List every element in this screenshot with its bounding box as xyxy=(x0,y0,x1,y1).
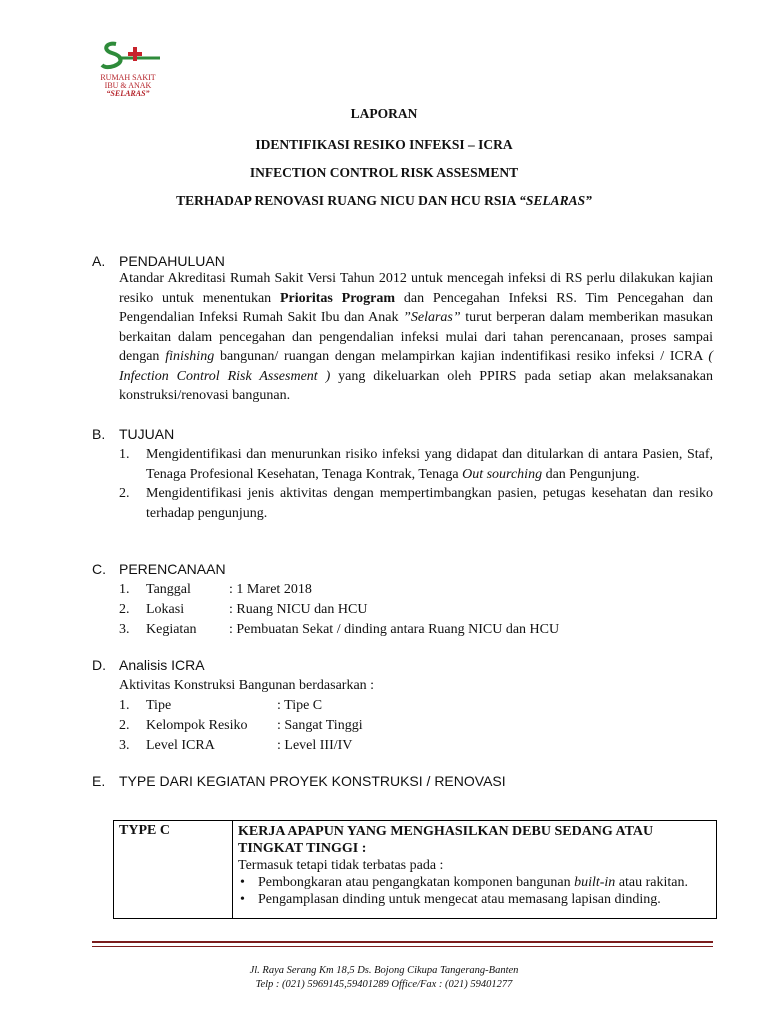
section-e-title: TYPE DARI KEGIATAN PROYEK KONSTRUKSI / RENOVASI xyxy=(119,773,506,789)
tujuan-1-text: Mengidentifikasi dan menurunkan risiko infeksi yang didapat dan ditularkan di antara Pasien, Staf, Tenaga Profesional Kesehatan, Tenaga Kontrak, Tenaga xyxy=(146,447,713,482)
plan-key: Lokasi xyxy=(146,602,185,617)
para-a-text-4: bangunan/ ruangan dengan melampirkan kajian indentifikasi resiko infeksi / ICRA xyxy=(214,349,709,364)
section-d-list xyxy=(119,676,713,756)
para-a-text-3: turut berperan dalam memberikan masukan berkaitan dalam pencegahan dan pengendalian infeksi mulai dari tahan perencanaan, proses sampai dengan xyxy=(119,310,713,364)
footer-rule-thick xyxy=(92,941,713,943)
analisis-row xyxy=(119,736,713,756)
title-line-1: LAPORAN xyxy=(350,106,418,121)
list-number: 1. xyxy=(119,582,130,597)
section-b-title: TUJUAN xyxy=(119,426,175,442)
para-a-bold: Prioritas Program xyxy=(279,290,396,306)
bullet-1-text: Pembongkaran atau pengangkatan komponen bangunan xyxy=(258,875,575,890)
section-a-letter: A. xyxy=(92,253,106,269)
type-cell: TYPE C xyxy=(114,821,233,919)
plan-value: : Pembuatan Sekat / dinding antara Ruang NICU dan HCU xyxy=(229,622,560,637)
list-number: 2. xyxy=(119,486,130,501)
footer-address xyxy=(0,964,768,992)
para-a-text-1: Atandar Akreditasi Rumah Sakit Versi Tahun 2012 untuk mencegah infeksi di RS perlu dilakukan kajian resiko untuk menentukan xyxy=(119,271,713,306)
section-c-letter: C. xyxy=(92,561,106,577)
analisis-value: : Sangat Tinggi xyxy=(277,718,363,733)
bullet-icon: • xyxy=(240,892,245,907)
bullet-1-end: atau rakitan. xyxy=(615,875,688,890)
tujuan-1-em: Out sourching xyxy=(462,466,543,482)
analisis-value: : Tipe C xyxy=(277,698,323,713)
section-e-letter: E. xyxy=(92,773,106,789)
analisis-row xyxy=(119,696,713,716)
icra-type-table xyxy=(113,820,717,919)
section-c-list xyxy=(119,580,713,640)
section-a-title: PENDAHULUAN xyxy=(119,253,225,269)
bullet-item xyxy=(238,891,711,908)
list-item xyxy=(119,445,713,484)
plan-key: Tanggal xyxy=(146,582,191,597)
bullet-item xyxy=(238,874,711,891)
plan-row xyxy=(119,600,713,620)
logo-text xyxy=(88,74,168,98)
table-row xyxy=(114,821,717,919)
footer-line-2: Telp : (021) 5969145,59401289 Office/Fax : (021) 59401277 xyxy=(255,979,513,990)
hospital-logo xyxy=(88,40,178,112)
analisis-key: Kelompok Resiko xyxy=(146,718,248,733)
bullet-1-em: built-in xyxy=(574,875,616,890)
list-number: 1. xyxy=(119,698,130,713)
title-line-4 xyxy=(0,193,768,209)
title-line-4-em: “SELARAS” xyxy=(519,193,592,208)
description-cell xyxy=(233,821,717,919)
title-line-2: IDENTIFIKASI RESIKO INFEKSI – ICRA xyxy=(255,137,513,152)
logo-line-1: RUMAH SAKIT xyxy=(100,73,156,82)
list-number: 2. xyxy=(119,718,130,733)
analisis-row xyxy=(119,716,713,736)
para-a-em-1: ”Selaras” xyxy=(403,310,461,325)
bullet-icon: • xyxy=(240,875,245,890)
footer-rule-thin xyxy=(92,946,713,947)
logo-line-3: “SELARAS” xyxy=(106,89,150,98)
analisis-value: : Level III/IV xyxy=(277,738,353,753)
list-number: 2. xyxy=(119,602,130,617)
para-a-em-2: finishing xyxy=(165,349,215,364)
section-d-letter: D. xyxy=(92,657,106,673)
para-a-text-2: dan Pencegahan Infeksi RS. Tim Pencegahan dan Pengendalian Infeksi Rumah Sakit Ibu dan Anak xyxy=(119,290,713,325)
analisis-intro: Aktivitas Konstruksi Bangunan berdasarkan : xyxy=(119,678,375,693)
list-number: 3. xyxy=(119,622,130,637)
section-a-paragraph xyxy=(119,269,713,406)
logo-emblem-icon xyxy=(88,40,168,76)
section-b-letter: B. xyxy=(92,426,106,442)
list-item xyxy=(119,484,713,523)
list-number: 3. xyxy=(119,738,130,753)
para-a-text-5: yang dikeluarkan oleh PPIRS pada setiap akan melaksanakan konstruksi/renovasi bangunan. xyxy=(119,368,713,403)
plan-row xyxy=(119,580,713,600)
section-b-list xyxy=(119,445,713,523)
para-a-em-3: ( Infection Control Risk Assesment ) xyxy=(119,349,713,384)
type-heading: KERJA APAPUN YANG MENGHASILKAN DEBU SEDANG ATAU TINGKAT TINGGI : xyxy=(238,824,654,856)
tujuan-2-text: Mengidentifikasi jenis aktivitas dengan mempertimbangkan pasien, petugas kesehatan dan resiko terhadap pengunjung. xyxy=(146,486,713,521)
title-line-4-main: TERHADAP RENOVASI RUANG NICU DAN HCU RSIA xyxy=(176,193,520,208)
section-c-title: PERENCANAAN xyxy=(119,561,226,577)
list-number: 1. xyxy=(119,447,130,462)
title-line-3: INFECTION CONTROL RISK ASSESMENT xyxy=(249,165,519,180)
plan-row xyxy=(119,620,713,640)
footer-line-1: Jl. Raya Serang Km 18,5 Ds. Bojong Cikupa Tangerang-Banten xyxy=(249,965,519,976)
section-d-title: Analisis ICRA xyxy=(119,657,205,673)
bullet-2-text: Pengamplasan dinding untuk mengecat atau memasang lapisan dinding. xyxy=(258,892,661,907)
type-intro: Termasuk tetapi tidak terbatas pada : xyxy=(238,858,444,873)
plan-key: Kegiatan xyxy=(146,622,197,637)
plan-value: : 1 Maret 2018 xyxy=(229,582,312,597)
tujuan-1-end: dan Pengunjung. xyxy=(542,466,640,482)
analisis-key: Level ICRA xyxy=(146,738,215,753)
logo-line-2: IBU & ANAK xyxy=(104,81,152,90)
plan-value: : Ruang NICU dan HCU xyxy=(229,602,368,617)
analisis-key: Tipe xyxy=(146,698,172,713)
